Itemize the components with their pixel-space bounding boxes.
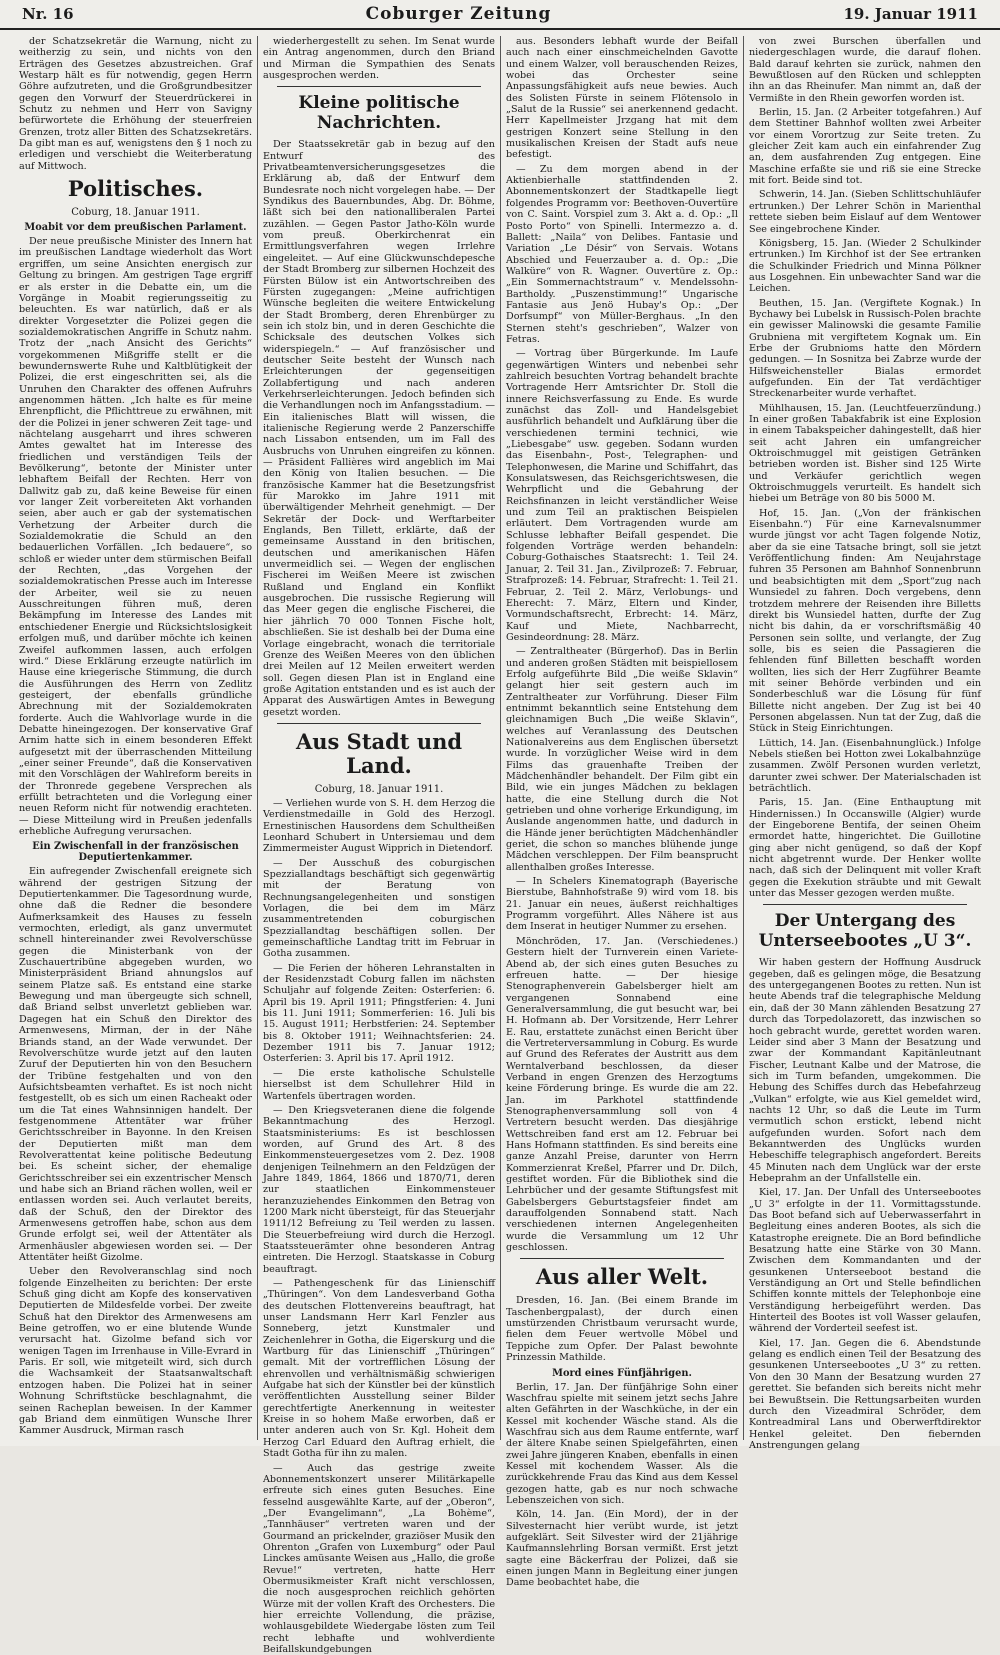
paragraph: Lüttich, 14. Jan. (Eisenbahnunglück.) Infolge Nebels stießen bei Hotton zwei Lokalbahnzüge zusammen. Zwölf Personen wurden verletzt, darunter zwei schwer. Der Materialschaden ist beträchtlich. [749,738,981,795]
paragraph: Berlin, 17. Jan. Der fünfjährige Sohn einer Waschfrau spielte mit seinem jetzt sechs Jahre alten Gefährten in der Waschküche, in der ein Kessel mit kochender Wäsche stand. Als die Waschfrau sich aus dem Raume entfernte, warf der ältere Knabe seinen Spielgefährten, einen zwei Jahre jüngeren Knaben, ebenfalls in einen Kessel mit kochendem Wasser. Als die zurückkehrende Frau das Kind aus dem Kessel gezogen hatte, gab es nur noch schwache Lebenszeichen von sich. [506,1382,738,1507]
column-3 [500,36,743,1440]
paragraph: Berlin, 15. Jan. (2 Arbeiter totgefahren.) Auf dem Stettiner Bahnhof wollten zwei Arbeiter vor einem Vorortzug zur Seite treten. Zu gleicher Zeit kam auch ein einfahrender Zug an, dem ausfahrenden Zug entgegen. Eine Maschine erfaßte sie und riß sie eine Strecke mit fort. Beide sind tot. [749,107,981,186]
paragraph: Kiel, 17. Jan. Der Unfall des Unterseebootes „U 3“ erfolgte in der 11. Vormittagsstunde. Das Boot befand sich auf Ueberwasserfahrt in Begleitung eines anderen Bootes, als sich die Katastrophe ereignete. Die an Bord befindliche Besatzung hatte eine Stärke von 30 Mann. Zwischen dem Kommandanten und der gesunkenen Unterseeboot bestand die Verständigung an Ort und Stelle befindlichen Schiffen konnte mittels der Telephonboje eine Verständigung herbeigeführt werden. Das Hinterteil des Bootes ist voll Wasser gelaufen, während der Vorderteil seefest ist. [749,1187,981,1334]
section-heading-aus-aller-welt: Aus aller Welt. [506,1265,738,1289]
section-heading-kleine-nachrichten: Kleine politische Nachrichten. [263,93,495,133]
paragraph: — Zentraltheater (Bürgerhof). Das in Berlin und anderen großen Städten mit beispiellosem Erfolg aufgeführte Bild „Die weiße Sklavin“ gelangt hier seit gestern auch im Zentraltheater zur Vorführung. Dieser Film entnimmt bekanntlich seine Entstehung dem gleichnamigen Buch „Die weiße Sklavin“, welches auf Veranlassung des Deutschen Nationalvereins aus dem Englischen übersetzt wurde. In vorzüglicher Weise wird in dem Films das grauenhafte Treiben der Mädchenhändler behandelt. Der Film gibt ein Bild, wie ein junges Mädchen zu beklagen hatte, die eine Stellung durch die Not getrieben und ohne vorherige Erkundigung, im Auslande angenommen hatte, und dadurch in die Hände jener berüchtigten Mädchenhändler geriet, die schon so manches blühende junge Mädchen verschleppen. Der Film beansprucht allenthalben großes Interesse. [506,646,738,873]
paragraph: Ueber den Revolveranschlag sind noch folgende Einzelheiten zu berichten: Der erste Schuß ging dicht am Kopfe des konservativen Deputierten de Mildesfelde vorbei. Der zweite Schuß hat den Direktor des Armenwesens am Beine getroffen, wo er eine blutende Wunde verursacht hat. Gizolme befand sich vor wenigen Tagen im Irrenhause in Ville-Evrard in Paris. Er soll, wie mitgeteilt wird, sich durch die Wachsamkeit der Staatsanwaltschaft entzogen haben. Die Polizei hat in seiner Wohnung Schriftstücke beschlagnahmt, die seinen Racheplan beweisen. In der Kammer gab Briand dem einmütigen Wunsche Ihrer Kammer Ausdruck, Mirman rasch [19,1266,252,1436]
paragraph: — Der Ausschuß des coburgischen Spezziallandtags beschäftigt sich gegenwärtig mit der Beratung von Rechnungsangelegenheiten und sonstigen Vorlagen, die bei dem im März zusammentretenden coburgischen Spezziallandtag beschäftigen sollen. Der gemeinschaftliche Landtag tritt im Februar in Gotha zusammen. [263,858,495,960]
paragraph: — In Schelers Kinematograph (Bayerische Bierstube, Bahnhofstraße 9) wird vom 18. bis 21. Januar ein neues, äußerst reichhaltiges Programm vorgeführt. Alles Nähere ist aus dem Inserat in heutiger Nummer zu ersehen. [506,876,738,933]
issue-number: Nr. 16 [22,5,74,23]
dateline: Coburg, 18. Januar 1911. [19,207,252,218]
paragraph: Der Staatssekretär gab in bezug auf den Entwurf des Privatbeamtenversicherungsgesetzes die Erklärung ab, daß der Entwurf dem Bundesrate noch nicht vorgelegen habe. — Der Syndikus des Bauernbundes, Abg. Dr. Böhme, läßt sich bei den nationalliberalen Partei zuzählen. — Gegen Pastor Jatho-Köln wurde vom preuß. Oberkirchenrat ein Ermittlungsverfahren wegen Irrlehre eingeleitet. — Auf eine Glückwunschdepesche der Stadt Bromberg zur silbernen Hochzeit des Fürsten Bülow ist ein Antwortschreiben des Fürsten zugegangen: „Meine aufrichtigen Wünsche begleiten die weitere Entwickelung der Stadt Bromberg, deren Ehrenbürger zu sein ich stolz bin, und in deren Geschichte die Schicksale des deutschen Volkes sich widerspiegeln.“ — Auf französischer und deutscher Seite besteht der Wunsch nach Erleichterungen der gegenseitigen Zollabfertigung und nach anderen Verkehrserleichterungen. Jedoch befinden sich die Verhandlungen noch im Anfangsstadium. — Ein italienisches Blatt will wissen, die italienische Regierung werde 2 Panzerschiffe nach Lissabon entsenden, um im Fall des Ausbruchs von Unruhen eingreifen zu können. — Präsident Fallières wird angeblich im Mai den König von Italien besuchen. — Die französische Kammer hat die Besetzungsfrist für Marokko im Jahre 1911 mit überwältigender Mehrheit genehmigt. — Der Sekretär der Dock- und Werftarbeiter Englands, Ben Tillett, erklärte, daß der gemeinsame Ausstand in den britischen, deutschen und amerikanischen Häfen unvermeidlich sei. — Wegen der englischen Fischerei im Weißen Meere ist zwischen Rußland und England ein Konflikt ausgebrochen. Die russische Regierung will das Meer gegen die englische Fischerei, die hier jährlich 70 000 Tonnen Fische holt, abschließen. Sie ist deshalb bei der Duma eine Vorlage eingebracht, wonach die territoriale Grenze des Weißen Meeres von den üblichen drei Meilen auf 12 Meilen erweitert werden soll. Gegen diesen Plan ist in England eine große Agitation entstanden und es ist auch der Apparat des Auswärtigen Amtes in Bewegung gesetzt worden. [263,139,495,718]
divider [763,904,967,905]
article-subheading: Moabit vor dem preußischen Parlament. [19,222,252,233]
paragraph: Hof, 15. Jan. („Von der fränkischen Eisenbahn.“) Für eine Karnevalsnummer wurde jüngst vor acht Tagen folgende Notiz, aber da sie eine Tatsache bringt, soll sie jetzt Veröffentlichung finden: Am Neujahrstage fuhren 35 Personen am Bahnhof Sonnenbrunn und beabsichtigten mit dem „Sport“zug nach Wunsiedel zu fahren. Doch vergebens, denn trotzdem mehrere der Reisenden ihre Billetts direkt bis Wunsiedel hatten, durfte der Zug nicht bis dahin, da er vorschriftsmäßig 40 Personen sein sollte, und verlangte, der Zug solle, bis es seien die Passagieren die fehlenden fünf Billetten beschafft worden wollten, lies sich der Herr Zugführer Beamte mit seiner Behörde verbinden und ein Sonderbeschluß war die Lösung für fünf Billette nicht angeben. Der Zug ist bei 40 Personen abgelassen. Nun tat der Zug, daß die Stück in Steig Einrichtungen. [749,508,981,735]
columns [14,36,986,1440]
paragraph: Köln, 14. Jan. (Ein Mord), der in der Silvesternacht hier verübt wurde, ist jetzt aufgeklärt. Seit Silvester wird der 21jährige Kaufmannslehrling Borsan vermißt. Erst jetzt sagte eine Bäckerfrau der Polizei, daß sie einen jungen Mann in Begleitung einer jungen Dame beobachtet habe, die [506,1509,738,1588]
paragraph: von zwei Burschen überfallen und niedergeschlagen wurde, die darauf flohen. Bald darauf kehrten sie zurück, nahmen den Bewußtlosen auf den Rücken und schleppten ihn an das Rheinufer. Man nimmt an, daß der Vermißte in den Rhein geworfen worden ist. [749,36,981,104]
paragraph: — Verliehen wurde von S. H. dem Herzog die Verdienstmedaille in Gold des Herzogl. Ernestinischen Hausordens dem Schultheißen Leonhard Schubert in Untersiemau und dem Zimmermeister August Wipprich in Dietendorf. [263,798,495,855]
paragraph: — Die Ferien der höheren Lehranstalten in der Residenzstadt Coburg fallen im nächsten Schuljahr auf folgende Zeiten: Osterferien: 6. April bis 19. April 1911; Pfingstferien: 4. Juni bis 11. Juni 1911; Sommerferien: 16. Juli bis 15. August 1911; Herbstferien: 24. September bis 8. Oktober 1911; Weihnachtsferien: 24. Dezember 1911 bis 7. Januar 1912; Osterferien: 3. April bis 17. April 1912. [263,963,495,1065]
paragraph: Mühlhausen, 15. Jan. (Leuchtfeuerzündung.) In einer großen Tabakfabrik ist eine Explosion in einem Tabakspeicher dahingestellt, daß hier seit acht Jahren ein umfangreicher Oktroischmuggel mit geistigen Getränken betrieben worden ist. Bisher sind 125 Wirte und Verkäufer gerichtlich wegen Oktroischmuggels verurteilt. Es handelt sich hiebei um Beträge von 80 bis 5000 M. [749,403,981,505]
paragraph: Paris, 15. Jan. (Eine Enthauptung mit Hindernissen.) In Occanswille (Algier) wurde der Eingeborene Bentifa, der seinen Oheim ermordet hatte, hingerichtet. Die Guillotine ging aber nicht genügend, so daß der Kopf nicht abgetrennt wurde. Der Henker wollte nach, daß sich der Delinquent mit voller Kraft gegen die Exekution sträubte und mit Gewalt unter das Messer gezogen werden mußte. [749,797,981,899]
paragraph: der Schatzsekretär die Warnung, nicht zu weitherzig zu sein, und nichts von den Erträgen des Gesetzes abzustreichen. Graf Westarp hält es für notwendig, gegen Herrn Göhre aufzutreten, und die Großgrundbesitzer gegen den Vorwurf der Steuerdrückerei in Schutz zu nehmen und Herr von Savigny befürwortete die Erhöhung der steuerfreien Grenzen, trotz aller Bitten des Schatzsekretärs. Da gibt man es auf, wenigstens den § 1 noch zu erledigen und verschiebt die Weiterberatung auf Mittwoch. [19,36,252,172]
paragraph: Wir haben gestern der Hoffnung Ausdruck gegeben, daß es gelingen möge, die Besatzung des untergegangenen Bootes zu retten. Nun ist heute Abends traf die telegraphische Meldung ein, daß der 30 Mann zählenden Besatzung 27 durch das Torpedolazorett, das inzwischen so hoch gebracht wurde, gerettet worden waren. Leider sind aber 3 Mann der Besatzung und zwar der Kommandant Kapitänleutnant Fischer, Leutnant Kalbe und der Matrose, die sich im Turm befanden, umgekommen. Die Hebung des Schiffes durch das Hebefahrzeug „Vulkan“ erfolgte, wie aus Kiel gemeldet wird, nachts 12 Uhr, so daß die Leute im Turm vermutlich schon erstickt, lebend nicht aufgefunden wurden. Sofort nach dem Bekanntwerden des Unglücks wurden Hebeschiffe telegraphisch angefordert. Bereits 45 Minuten nach dem Unglück war der erste Hebeprahm an der Unfallstelle ein. [749,957,981,1184]
article-subheading: Mord eines Fünfjährigen. [506,1368,738,1379]
section-heading-stadt-und-land: Aus Stadt und Land. [263,730,495,778]
column-2 [257,36,500,1440]
paragraph: Beuthen, 15. Jan. (Vergiftete Kognak.) In Bychawy bei Lubelsk in Russisch-Polen brachte ein gewisser Malinowski die gesamte Familie Grubniena mit vergiftetem Kognak um. Ein Erbe der Grubnioms hatte den Mördern gedungen. — In Sosnitza bei Zabrze wurde der Hilfsweichensteller Bialas ermordet aufgefunden. Ein der Tat verdächtiger Streckenarbeiter wurde verhaftet. [749,298,981,400]
paragraph: — Zu dem morgen abend in der Aktienbierhalle stattfindenden 2. Abonnementskonzert der Stadtkapelle liegt folgendes Programm vor: Beethoven-Ouvertüre von C. Saint. Vorspiel zum 3. Akt a. d. Op.: „Il Posto Porto“ von Spinelli. Intermezzo a. d. Ballett: „Naila“ von Delibes. Fantasie und Variation „Le Désir“ von Servais. Wotans Abschied und Feuerzauber a. d. Op.: „Die Walküre“ von R. Wagner. Ouvertüre z. Op.: „Ein Sommernachtstraum“ v. Mendelssohn-Bartholdy. „Puszenstimmung!“ Ungarische Fantasie aus Jenö Hubay's Op.: „Der Dorfsumpf“ von Müller-Berghaus. „In den Sternen steht's geschrieben“, Walzer von Fetras. [506,164,738,346]
issue-date: 19. Januar 1911 [843,5,978,23]
newspaper-title: Coburger Zeitung [366,4,552,24]
divider [277,86,481,87]
paragraph: aus. Besonders lebhaft wurde der Beifall auch nach einer einschmeichelnden Gavotte und einem Walzer, voll berauschenden Reizes, wobei das Orchester seine Anpassungsfähigkeit aufs neue bewies. Auch des Solisten Fürste in seinem Flötensolo in „Salut de la Russie“ sei anerkennend gedacht. Herr Kapellmeister Jrzgang hat mit dem gestrigen Konzert seine Stellung in den musikalischen Kreisen der Stadt aufs neue befestigt. [506,36,738,161]
column-1 [14,36,257,1440]
paragraph: Königsberg, 15. Jan. (Wieder 2 Schulkinder ertrunken.) Im Kirchhof ist der See ertranken die Schulkinder Friedrich und Minna Pölkner aus Losgehnen. Ein unbewachter Sand war die Leichen. [749,238,981,295]
paragraph: — Auch das gestrige zweite Abonnementskonzert unserer Militärkapelle erfreute sich eines guten Besuches. Eine fesselnd ausgewählte Karte, auf der „Oberon“, „Der Evangelimann“, „La Bohème“, „Tannhäuser“ vertreten waren und der Gourmand an prickelnder, graziöser Musik den Ohrenton „Grafen von Luxemburg“ oder Paul Linckes amüsante Weisen aus „Hallo, die große Revue!“ vertreten, hatte Herr Obermusikmeister Kraft nicht verschlossen, die noch ausgesprochen reichlich gehörten Würze mit der vollen Kraft des Orchesters. Die hier erreichte Vollendung, die präzise, wohlausgebildete Wiedergabe lösten zum Teil recht lebhafte und wohlverdiente Beifallskundgebungen [263,1463,495,1655]
paragraph: — Pathengeschenk für das Linienschiff „Thüringen“. Von dem Landesverband Gotha des deutschen Flottenvereins beauftragt, hat unser Landsmann Herr Karl Fenzler aus Sonneberg, jetzt Kunstmaler und Zeichenlehrer in Gotha, die Eigerskurg und die Wartburg für das Linienschiff „Thüringen“ gemalt. Mit der vortrefflichen Lösung der ehrenvollen und verhältnismäßig schwierigen Aufgabe hat sich der Künstler bei der künstlich veröffentlichten Ausstellung seiner Bilder gerechtfertigte Anerkennung in weitester Kreise in so hohem Maße erworben, daß er unter anderen auch von Sr. Kgl. Hoheit dem Herzog Carl Eduard den Auftrag erhielt, die Stadt Gotha für ihn zu malen. [263,1278,495,1460]
paragraph: — Die erste katholische Schulstelle hierselbst ist dem Schullehrer Hild in Wartenfels übertragen worden. [263,1068,495,1102]
paragraph: Dresden, 16. Jan. (Bei einem Brande im Taschenbergpalast), der durch einen umstürzenden Christbaum verursacht wurde, fielen dem Feuer wertvolle Möbel und Teppiche zum Opfer. Der Palast bewohnte Prinzessin Mathilde. [506,1295,738,1363]
paragraph: Ein aufregender Zwischenfall ereignete sich während der gestrigen Sitzung der Deputiertenkammer. Die Tagesordnung wurde, ohne daß die Redner die besondere Aufmerksamkeit des Hauses zu fesseln vermochten, erledigt, als ganz unvermutet schnell hintereinander zwei Revolverschüsse gegen die Ministerbank von der Zuschauertribüne abgegeben wurden, wo Ministerpräsident Briand ahnungslos auf seinem Platze saß. Es entstand eine starke Bewegung und man übergeugte sich schnell, daß Briand selbst unverletzt geblieben war. Dagegen hat ein Schuß den Direktor des Armenwesens, Mirman, der in der Nähe Briands stand, an der Wade verwundet. Der Revolverschütze wurde jetzt auf den lauten Zuruf der Deputierten hin von den Besuchern der Tribüne festgehalten und von den Aufsichtsbeamten verhaftet. Es ist noch nicht festgestellt, ob es sich um einen Racheakt oder um die Tat eines Wahnsinnigen handelt. Der festgenommene Attentäter war früher Gerichtsschreiber in Bayonne. In den Kreisen der Deputierten mißt man dem Revolverattentat keine politische Bedeutung bei. Es scheint sicher, der ehemalige Gerichtsschreiber sei ein exzentrischer Mensch und habe sich an Briand rächen wollen, weil er entlassen worden sei. Auch verlautet bereits, daß der Schuß, den der Direktor des Armenwesens getroffen habe, schon aus dem Grunde erfolgt sei, weil der Attentäter als Armenhäusler abgewiesen worden sei. — Der Attentäter heißt Gizolme. [19,866,252,1263]
paragraph: Mönchröden, 17. Jan. (Verschiedenes.) Gestern hielt der Turnverein einen Variete-Abend ab, der sich eines guten Besuches zu erfreuen hatte. — Der hiesige Stenographenverein Gabelsberger hielt am vergangenen Sonnabend eine Generalversammlung, die gut besucht war, bei H. Hofmann ab. Der Vorsitzende, Herr Lehrer E. Rau, erstattete zunächst einen Bericht über die Vertreterversammlung in Coburg. Es wurde auf Grund des Referates der Austritt aus dem Werntalverband beschlossen, da dieser Verband in engen Grenzen des Herzogtums keine Förderung bringe. Es wurde die am 22. Jan. im Parkhotel stattfindende Stenographenversammlung soll von 4 Vertretern besucht werden. Das diesjährige Wettschreiben fand erst am 12. Februar bei Hans Hofmann stattfinden. Es sind bereits eine ganze Anzahl Preise, darunter von Herrn Kommerzienrat Kreßel, Pfarrer und Dr. Dilch, gestiftet worden. Für die Bibliothek sind die Lehrbücher und der gesamte Stiftungsfest mit Gabelsbergers Geburtstagsfeier findet am darauffolgenden Sonnabend statt. Nach verschiedenen internen Angelegenheiten wurde die Versammlung um 12 Uhr geschlossen. [506,936,738,1254]
paragraph: — Den Kriegsveteranen diene die folgende Bekanntmachung des Herzogl. Staatsministeriums: Es ist beschlossen worden, auf Grund des Art. 8 des Einkommensteuergesetzes vom 2. Dez. 1908 denjenigen Teilnehmern an den Feldzügen der Jahre 1849, 1864, 1866 und 1870/71, deren zur staatlichen Einkommensteuer heranzuziehendes Einkommen den Betrag von 1200 Mark nicht übersteigt, für das Steuerjahr 1911/12 Befreiung zu Teil werden zu lassen. Die Steuerbefreiung wird durch die Herzogl. Staatssteuerämter ohne besonderen Antrag eintreten. Die Herzogl. Staatskasse in Coburg beauftragt. [263,1105,495,1275]
divider [277,723,481,724]
article-subheading: Ein Zwischenfall in der französischen Deputiertenkammer. [19,841,252,863]
divider [520,1258,724,1259]
paragraph: wiederhergestellt zu sehen. Im Senat wurde ein Antrag angenommen, durch den Briand und Mirman die Sympathien des Senats ausgesprochen werden. [263,36,495,81]
column-4 [743,36,986,1440]
masthead [0,0,1000,30]
dateline: Coburg, 18. Januar 1911. [263,784,495,795]
paragraph: Der neue preußische Minister des Innern hat im preußischen Landtage wiederholt das Wort ergriffen, um seine Ansichten energisch zur Geltung zu bringen. Am gestrigen Tage ergriff er als erster in die Debatte ein, um die Vorgänge in Moabit regierungsseitig zu beleuchten. Es war natürlich, daß er als direkter Vorgesetzter die Polizei gegen die sozialdemokratischen Angriffe in Schutz nahm. Trotz der „nach Ansicht des Gerichts“ vorgekommenen Mißgriffe stellt er die bewundernswerte Ruhe und Kaltblütigkeit der Polizei, die erst eingeschritten sei, als die Unruhen den Charakter des offenen Aufruhrs angenommen hätten. „Ich halte es für meine Ehrenpflicht, die Pflichttreue zu erwähnen, mit der die Polizei in jener schweren Zeit tage- und nächtelang ausgeharrt und ihres schweren Amtes gewaltet hat im Interesse des friedlichen und verständigen Teils der Bevölkerung“, betonte der Minister unter lebhaftem Beifall der Rechten. Herr von Dallwitz gab zu, daß keine Beweise für einen vor langer Zeit vorbereiteten Akt vorhanden seien, aber auch er gab der systematischen Verhetzung der Arbeiter durch die Sozialdemokratie die Schuld an den bedauerlichen Vorfällen. „Ich bedauere“, so schloß er wieder unter dem stürmischen Beifall der Rechten, „das Vorgehen der sozialdemokratischen Presse auch im Interesse der Arbeiter, weil sie zu neuen Ausschreitungen führen muß, deren Bekämpfung im Interesse des Landes mit entschiedener Energie und Rücksichtslosigkeit erfolgen muß, und darüber möchte ich keinen Zweifel aufkommen lassen, auch erfolgen wird.“ Diese Erklärung erzeugte natürlich im Hause eine kriegerische Stimmung, die durch die Ausführungen des Herrn von Zedlitz gesteigert, der ebenfalls gründliche Abrechnung mit der Sozialdemokraten forderte. Auch die Wahlvorlage wurde in die Debatte hineingezogen. Der konservative Graf Arnim hatte sich in einem besonderen Effekt aufgesetzt mit der überraschenden Mitteilung „einer seiner Freunde“, daß die Konservativen mit den Vorschlägen der Wahlreform bereits in der Thronrede gegebene Versprechen als erfüllt betrachteten und die Vorlegung einer neuen Reform nicht für notwendig erachteten. — Diese Mitteilung wird in Preußen jedenfalls erhebliche Aufregung verursachen. [19,236,252,837]
paragraph: Schwerin, 14. Jan. (Sieben Schlittschuhläufer ertrunken.) Der Lehrer Schön in Marienthal rettete sieben beim Eislauf auf dem Wentower See eingebrochene Kinder. [749,189,981,234]
paragraph: Kiel, 17. Jan. Gegen die 6. Abendstunde gelang es endlich einen Teil der Besatzung des gesunkenen Unterseebootes „U 3“ zu retten. Von den 30 Mann der Besatzung wurden 27 gerettet. Sie befanden sich bereits nicht mehr bei Bewußtsein. Die Rettungsarbeiten wurden durch den Vizeadmiral Schröder, dem Kontreadmiral Lans und Oberwerftdirektor Henkel geleitet. Den fiebernden Anstrengungen gelang [749,1338,981,1451]
paragraph: — Vortrag über Bürgerkunde. Im Laufe gegenwärtigen Winters und nebenbei sehr zahlreich besuchten Vortrag behandelt brachte Vortragende Herr Amtsrichter Dr. Stoll die innere Reichsverfassung zu Ende. Es wurde zunächst das Zoll- und Handelsgebiet ausführlich behandelt und Aufklärung über die verschiedenen termini technici, wie „Liebesgabe“ usw. gegeben. Sodann wurden das Eisenbahn-, Post-, Telegraphen- und Telephonwesen, die Marine und Schiffahrt, das Konsulatswesen, das Reichsgerichtswesen, die Wehrpflicht und die Gebahrung der Reichsfinanzen in leicht verständlicher Weise und zum Teil an praktischen Beispielen erläutert. Dem Vortragenden wurde am Schlusse lebhafter Beifall gespendet. Die folgenden Vorträge werden behandeln: Coburg-Gothaisches Staatsrecht: 1. Teil 24. Januar, 2. Teil 31. Jan., Zivilprozeß: 7. Februar, Strafprozeß: 14. Februar, Strafrecht: 1. Teil 21. Februar, 2. Teil 2. März, Verlobungs- und Eherecht: 7. März, Eltern und Kinder, Vormundschaftsrecht, Erbrecht: 14. März, Kauf und Miete, Nachbarrecht, Gesindeordnung: 28. März. [506,348,738,643]
section-heading-politisches: Politisches. [19,177,252,201]
section-heading-u3: Der Untergang des Unterseebootes „U 3“. [749,911,981,951]
